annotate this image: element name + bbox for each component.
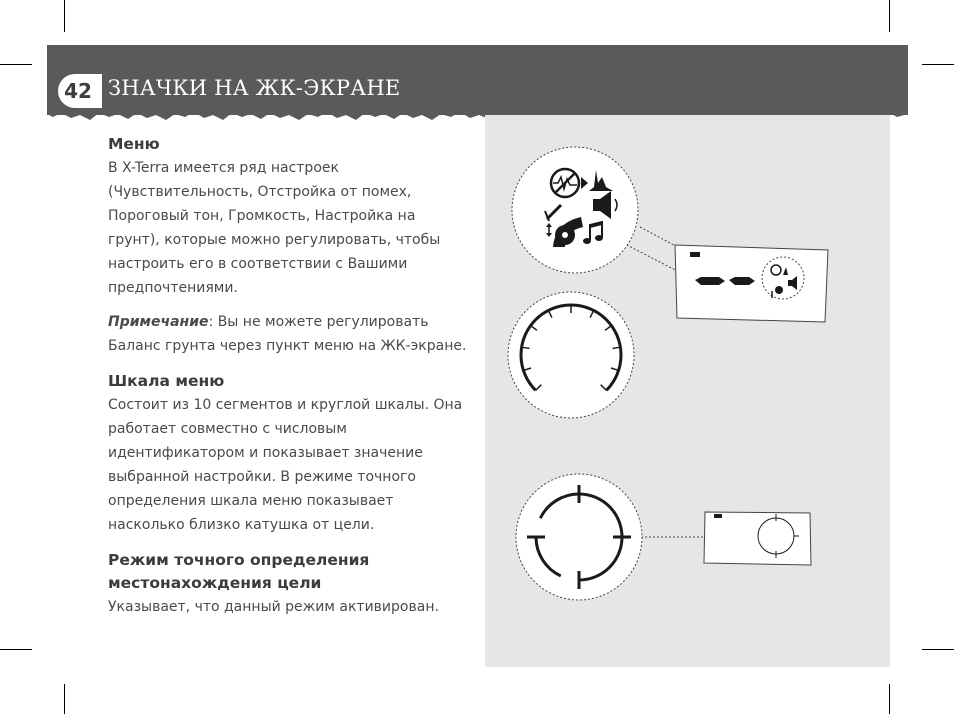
menu-body: В X-Terra имеется ряд настроек (Чувствительность, Отстройка от помех, Пороговый тон, Громкость, Настройка на грунт), которые можно регулировать, чтобы настроить его в соответствии с Вашими предпочтениями. [108,160,441,296]
crop-mark [922,649,954,650]
scale-body: Состоит из 10 сегментов и круглой шкалы. Она работает совместно с числовым идентификатором и показывает значение выбранной настройки. В режиме точного определения шкала меню показывает насколько близко катушка от цели. [108,397,463,533]
note-label: Примечание [108,314,209,330]
crop-mark [64,0,65,32]
battery-icon [690,252,700,257]
lcd-screen-pinpoint [704,512,811,565]
pinpoint-circle [516,474,642,600]
text-column [108,133,468,619]
menu-icons-circle [512,147,638,273]
menu-note [108,310,468,358]
page-title: ЗНАЧКИ НА ЖК-ЭКРАНЕ [108,76,401,100]
crop-mark [889,0,890,32]
lcd-illustration [485,115,890,667]
crop-mark [922,64,954,65]
pinpoint-heading: Режим точного определения местонахождения цели [108,551,370,592]
pinpoint-body: Указывает, что данный режим активирован. [108,599,439,615]
note-text: : Вы не можете регулировать Баланс грунта через пункт меню на ЖК-экране. [108,314,467,354]
crop-mark [64,684,65,714]
crop-mark [889,684,890,714]
page-number: 42 [58,74,102,108]
scale-heading: Шкала меню [108,372,225,390]
menu-scale [508,292,634,418]
menu-heading: Меню [108,135,160,153]
battery-icon [714,514,722,518]
lcd-screen-menu [675,245,828,322]
crop-mark [0,649,32,650]
crop-mark [0,64,32,65]
